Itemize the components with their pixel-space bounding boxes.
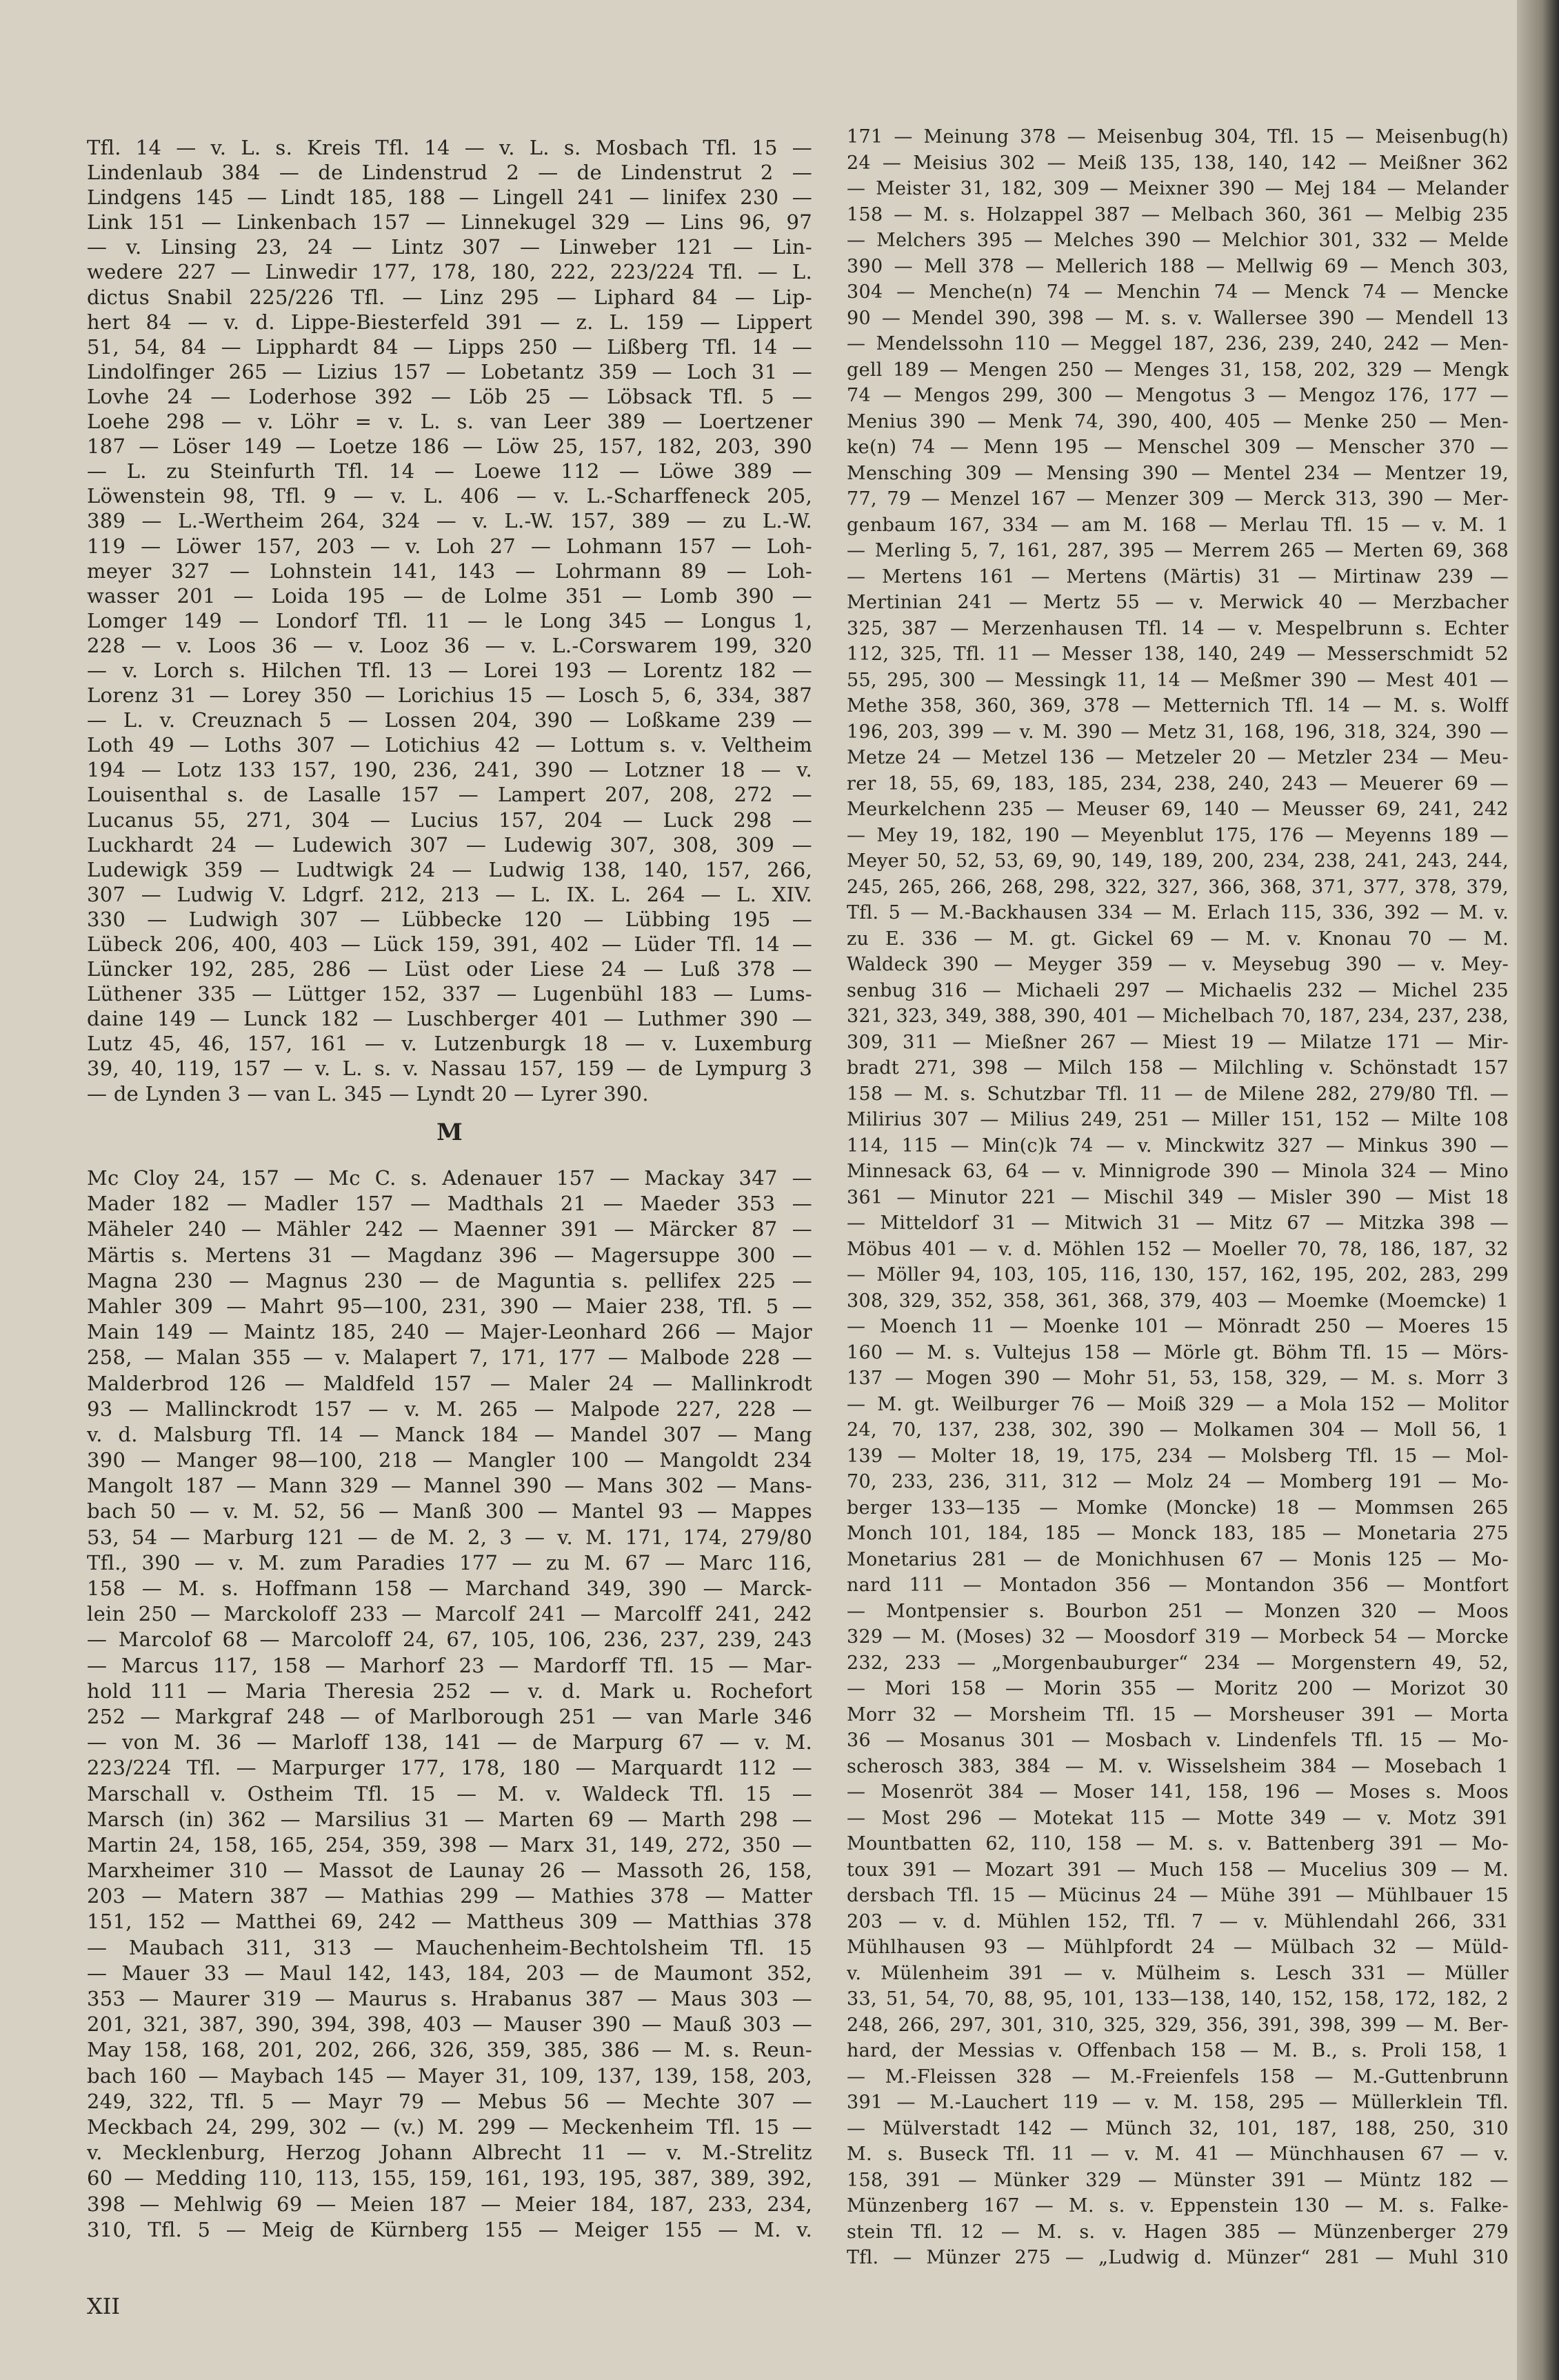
index-line: Monch 101, 184, 185 — Monck 183, 185 — Monetaria 275 xyxy=(847,1523,1509,1544)
index-line: — Möller 94, 103, 105, 116, 130, 157, 162, 195, 202, 283, 299 xyxy=(847,1264,1509,1286)
index-line: Louisenthal s. de Lasalle 157 — Lampert 207, 208, 272 — xyxy=(87,783,812,807)
index-line: 201, 321, 387, 390, 394, 398, 403 — Mauser 390 — Mauß 303 — xyxy=(87,2012,812,2037)
index-line: dictus Snabil 225/226 Tfl. — Linz 295 — Liphard 84 — Lip- xyxy=(87,285,812,309)
index-line: Loehe 298 — v. Löhr = v. L. s. van Leer 389 — Loertzener xyxy=(87,410,812,434)
index-line: 139 — Molter 18, 19, 175, 234 — Molsberg Tfl. 15 — Mol- xyxy=(847,1445,1509,1467)
index-line: Luckhardt 24 — Ludewich 307 — Ludewig 307, 308, 309 — xyxy=(87,832,812,857)
index-line: 228 — v. Loos 36 — v. Looz 36 — v. L.-Corswarem 199, 320 xyxy=(87,633,812,657)
index-line: Mertinian 241 — Mertz 55 — v. Merwick 40 — Merzbacher xyxy=(847,592,1509,613)
index-line: wasser 201 — Loida 195 — de Lolme 351 — Lomb 390 — xyxy=(87,583,812,608)
index-line: — M.-Fleissen 328 — M.-Freienfels 158 — M.-Guttenbrunn xyxy=(847,2066,1509,2088)
section-heading-m: M xyxy=(436,1119,463,1146)
index-line: Malderbrod 126 — Maldfeld 157 — Maler 24 — Mallinkrodt xyxy=(87,1371,812,1395)
index-line: meyer 327 — Lohnstein 141, 143 — Lohrmann 89 — Loh- xyxy=(87,559,812,583)
index-line: 158 — M. s. Schutzbar Tfl. 11 — de Milene 282, 279/80 Tfl. — xyxy=(847,1083,1509,1105)
index-line: 249, 322, Tfl. 5 — Mayr 79 — Mebus 56 — Mechte 307 — xyxy=(87,2089,812,2113)
index-line: — Mori 158 — Morin 355 — Moritz 200 — Morizot 30 xyxy=(847,1678,1509,1699)
index-line: Mahler 309 — Mahrt 95—100, 231, 390 — Maier 238, Tfl. 5 — xyxy=(87,1294,812,1318)
index-line: 51, 54, 84 — Lipphardt 84 — Lipps 250 — Lißberg Tfl. 14 — xyxy=(87,334,812,359)
index-line: 196, 203, 399 — v. M. 390 — Metz 31, 168, 196, 318, 324, 390 — xyxy=(847,721,1509,743)
index-line: wedere 227 — Linwedir 177, 178, 180, 222, 223/224 Tfl. — L. xyxy=(87,260,812,284)
index-line: — Mitteldorf 31 — Mitwich 31 — Mitz 67 — Mitzka 398 — xyxy=(847,1212,1509,1234)
index-line: Morr 32 — Morsheim Tfl. 15 — Morsheuser 391 — Morta xyxy=(847,1703,1509,1726)
index-line: 329 — M. (Moses) 32 — Moosdorf 319 — Morbeck 54 — Morcke xyxy=(847,1626,1509,1648)
index-line: Löwenstein 98, Tfl. 9 — v. L. 406 — v. L.-Scharffeneck 205, xyxy=(87,484,812,508)
index-line: Lüthener 335 — Lüttger 152, 337 — Lugenbühl 183 — Lums- xyxy=(87,982,812,1006)
index-line: Meckbach 24, 299, 302 — (v.) M. 299 — Meckenheim Tfl. 15 — xyxy=(87,2114,812,2139)
index-line: 60 — Medding 110, 113, 155, 159, 161, 193, 195, 387, 389, 392, xyxy=(87,2166,812,2190)
index-line: 53, 54 — Marburg 121 — de M. 2, 3 — v. M. 171, 174, 279/80 xyxy=(87,1525,812,1549)
index-line: 361 — Minutor 221 — Mischil 349 — Misler 390 — Mist 18 xyxy=(847,1186,1509,1208)
index-line: — Merling 5, 7, 161, 287, 395 — Merrem 265 — Merten 69, 368 xyxy=(847,540,1509,561)
index-line: 119 — Löwer 157, 203 — v. Loh 27 — Lohmann 157 — Loh- xyxy=(87,534,812,558)
index-line: — Mey 19, 182, 190 — Meyenblut 175, 176 — Meyenns 189 — xyxy=(847,824,1509,846)
page-edge-shadow xyxy=(1517,0,1559,2380)
index-line: 325, 387 — Merzenhausen Tfl. 14 — v. Mespelbrunn s. Echter xyxy=(847,617,1509,639)
index-line: daine 149 — Lunck 182 — Luschberger 401 — Luthmer 390 — xyxy=(87,1007,812,1031)
index-line: Metze 24 — Metzel 136 — Metzeler 20 — Metzler 234 — Meu- xyxy=(847,747,1509,768)
index-line: 194 — Lotz 133 157, 190, 236, 241, 390 — Lotzner 18 — v. xyxy=(87,758,812,782)
index-line: Lovhe 24 — Loderhose 392 — Löb 25 — Löbsack Tfl. 5 — xyxy=(87,384,812,408)
index-line: Mountbatten 62, 110, 158 — M. s. v. Battenberg 391 — Mo- xyxy=(847,1833,1509,1854)
index-line: Milirius 307 — Milius 249, 251 — Miller 151, 152 — Milte 108 xyxy=(847,1109,1509,1130)
index-line: 24, 70, 137, 238, 302, 390 — Molkamen 304 — Moll 56, 1 xyxy=(847,1419,1509,1441)
index-line: bach 50 — v. M. 52, 56 — Manß 300 — Mantel 93 — Mappes xyxy=(87,1499,812,1523)
index-line: Meurkelchenn 235 — Meuser 69, 140 — Meusser 69, 241, 242 xyxy=(847,799,1509,820)
index-line: Tfl. 14 — v. L. s. Kreis Tfl. 14 — v. L. s. Mosbach Tfl. 15 — xyxy=(87,136,812,159)
index-line: — Marcolof 68 — Marcoloff 24, 67, 105, 106, 236, 237, 239, 243 xyxy=(87,1628,812,1652)
index-line: 77, 79 — Menzel 167 — Menzer 309 — Merck 313, 390 — Mer- xyxy=(847,488,1509,510)
index-line: hard, der Messias v. Offenbach 158 — M. B., s. Proli 158, 1 xyxy=(847,2040,1509,2061)
index-line: 258, — Malan 355 — v. Malapert 7, 171, 177 — Malbode 228 — xyxy=(87,1346,812,1370)
index-line: Minnesack 63, 64 — v. Minnigrode 390 — Minola 324 — Mino xyxy=(847,1161,1509,1182)
index-line: Lindenlaub 384 — de Lindenstrud 2 — de Lindenstrut 2 — xyxy=(87,161,812,185)
index-line: — Montpensier s. Bourbon 251 — Monzen 320 — Moos xyxy=(847,1600,1509,1622)
index-line: — L. v. Creuznach 5 — Lossen 204, 390 — Loßkame 239 — xyxy=(87,708,812,732)
index-line: 309, 311 — Mießner 267 — Miest 19 — Milatze 171 — Mir- xyxy=(847,1031,1509,1053)
index-line: — Mülverstadt 142 — Münch 32, 101, 187, 188, 250, 310 xyxy=(847,2117,1509,2139)
index-line: — de Lynden 3 — van L. 345 — Lyndt 20 — Lyrer 390. xyxy=(87,1081,649,1106)
index-line: bradt 271, 398 — Milch 158 — Milchling v. Schönstadt 157 xyxy=(847,1057,1509,1079)
index-line: bach 160 — Maybach 145 — Mayer 31, 109, 137, 139, 158, 203, xyxy=(87,2063,812,2088)
index-line: M. s. Buseck Tfl. 11 — v. M. 41 — Münchhausen 67 — v. xyxy=(847,2143,1509,2165)
index-line: Waldeck 390 — Meyger 359 — v. Meysebug 390 — v. Mey- xyxy=(847,954,1509,975)
index-line: — von M. 36 — Marloff 138, 141 — de Marpurg 67 — v. M. xyxy=(87,1730,812,1754)
index-line: dersbach Tfl. 15 — Mücinus 24 — Mühe 391 — Mühlbauer 15 xyxy=(847,1885,1509,1906)
index-line: — Melchers 395 — Melches 390 — Melchior 301, 332 — Melde xyxy=(847,230,1509,251)
index-line: gell 189 — Mengen 250 — Menges 31, 158, 202, 329 — Mengk xyxy=(847,359,1509,381)
right-column-m-entries xyxy=(847,124,1509,2271)
index-line: 74 — Mengos 299, 300 — Mengotus 3 — Mengoz 176, 177 — xyxy=(847,385,1509,406)
index-line: genbaum 167, 334 — am M. 168 — Merlau Tfl. 15 — v. M. 1 xyxy=(847,514,1509,536)
index-line: Meyer 50, 52, 53, 69, 90, 149, 189, 200, 234, 238, 241, 243, 244, xyxy=(847,850,1509,872)
index-line: 137 — Mogen 390 — Mohr 51, 53, 158, 329, — M. s. Morr 3 xyxy=(847,1368,1509,1389)
index-line: Lorenz 31 — Lorey 350 — Lorichius 15 — Losch 5, 6, 334, 387 xyxy=(87,683,812,708)
index-line: Marxheimer 310 — Massot de Launay 26 — Massoth 26, 158, xyxy=(87,1859,812,1883)
index-line: 187 — Löser 149 — Loetze 186 — Löw 25, 157, 182, 203, 390 xyxy=(87,434,812,459)
index-line: scherosch 383, 384 — M. v. Wisselsheim 384 — Mosebach 1 xyxy=(847,1755,1509,1777)
index-line: — Mertens 161 — Mertens (Märtis) 31 — Mirtinaw 239 — xyxy=(847,566,1509,588)
index-line: Link 151 — Linkenbach 157 — Linnekugel 329 — Lins 96, 97 xyxy=(87,210,812,234)
index-line: Münzenberg 167 — M. s. v. Eppenstein 130 — M. s. Falke- xyxy=(847,2195,1509,2217)
index-line: 390 — Manger 98—100, 218 — Mangler 100 — Mangoldt 234 xyxy=(87,1448,812,1472)
index-line: 389 — L.-Wertheim 264, 324 — v. L.-W. 157, 389 — zu L.-W. xyxy=(87,509,812,533)
index-line: Mühlhausen 93 — Mühlpfordt 24 — Mülbach 32 — Müld- xyxy=(847,1937,1509,1958)
index-line: Lutz 45, 46, 157, 161 — v. Lutzenburgk 18 — v. Luxemburg xyxy=(87,1032,812,1056)
index-line: May 158, 168, 201, 202, 266, 326, 359, 385, 386 — M. s. Reun- xyxy=(87,2038,812,2062)
left-column-m-entries xyxy=(87,1166,812,2243)
index-line: Loth 49 — Loths 307 — Lotichius 42 — Lottum s. v. Veltheim xyxy=(87,733,812,757)
index-line: Möbus 401 — v. d. Möhlen 152 — Moeller 70, 78, 186, 187, 32 xyxy=(847,1238,1509,1260)
index-line: Mäheler 240 — Mähler 242 — Maenner 391 — Märcker 87 — xyxy=(87,1217,812,1241)
index-line: 307 — Ludwig V. Ldgrf. 212, 213 — L. IX. L. 264 — L. XIV. xyxy=(87,882,812,906)
index-line: stein Tfl. 12 — M. s. v. Hagen 385 — Münzenberger 279 xyxy=(847,2221,1509,2243)
index-line: 353 — Maurer 319 — Maurus s. Hrabanus 387 — Maus 303 — xyxy=(87,1987,812,2010)
index-line: 232, 233 — „Morgenbauburger“ 234 — Morgenstern 49, 52, xyxy=(847,1652,1509,1674)
index-line: Lübeck 206, 400, 403 — Lück 159, 391, 402 — Lüder Tfl. 14 — xyxy=(87,932,812,956)
index-line: — Marcus 117, 158 — Marhorf 23 — Mardorff Tfl. 15 — Mar- xyxy=(87,1653,812,1677)
index-line: 223/224 Tfl. — Marpurger 177, 178, 180 — Marquardt 112 — xyxy=(87,1756,812,1780)
index-line: zu E. 336 — M. gt. Gickel 69 — M. v. Knonau 70 — M. xyxy=(847,928,1509,950)
index-line: Lomger 149 — Londorf Tfl. 11 — le Long 345 — Longus 1, xyxy=(87,608,812,632)
index-line: Mensching 309 — Mensing 390 — Mentel 234 — Mentzer 19, xyxy=(847,462,1509,484)
index-line: 70, 233, 236, 311, 312 — Molz 24 — Momberg 191 — Mo- xyxy=(847,1471,1509,1492)
index-line: v. d. Malsburg Tfl. 14 — Manck 184 — Mandel 307 — Mang xyxy=(87,1422,812,1446)
index-line: — Moench 11 — Moenke 101 — Mönradt 250 — Moeres 15 xyxy=(847,1316,1509,1337)
index-line: Mader 182 — Madler 157 — Madthals 21 — Maeder 353 — xyxy=(87,1192,812,1216)
index-line: v. Mülenheim 391 — v. Mülheim s. Lesch 331 — Müller xyxy=(847,1962,1509,1984)
index-line: 310, Tfl. 5 — Meig de Kürnberg 155 — Meiger 155 — M. v. xyxy=(87,2217,812,2241)
index-line: 160 — M. s. Vultejus 158 — Mörle gt. Böhm Tfl. 15 — Mörs- xyxy=(847,1341,1509,1363)
index-line: — Mendelssohn 110 — Meggel 187, 236, 239, 240, 242 — Men- xyxy=(847,333,1509,354)
index-line: 114, 115 — Min(c)k 74 — v. Minckwitz 327 — Minkus 390 — xyxy=(847,1134,1509,1157)
index-line: Lindolfinger 265 — Lizius 157 — Lobetantz 359 — Loch 31 — xyxy=(87,359,812,383)
index-line: Magna 230 — Magnus 230 — de Maguntia s. pellifex 225 — xyxy=(87,1268,812,1292)
index-line: hert 84 — v. d. Lippe-Biesterfeld 391 — z. L. 159 — Lippert xyxy=(87,310,812,334)
index-line: Märtis s. Mertens 31 — Magdanz 396 — Magersuppe 300 — xyxy=(87,1243,812,1267)
index-line: Ludewigk 359 — Ludtwigk 24 — Ludwig 138, 140, 157, 266, xyxy=(87,857,812,881)
index-line: ke(n) 74 — Menn 195 — Menschel 309 — Menscher 370 — xyxy=(847,437,1509,458)
index-line: Martin 24, 158, 165, 254, 359, 398 — Marx 31, 149, 272, 350 — xyxy=(87,1832,812,1857)
index-line: 245, 265, 266, 268, 298, 322, 327, 366, 368, 371, 377, 378, 379, xyxy=(847,876,1509,898)
index-line: — Maubach 311, 313 — Mauchenheim-Bechtolsheim Tfl. 15 xyxy=(87,1935,812,1959)
index-line: toux 391 — Mozart 391 — Much 158 — Mucelius 309 — M. xyxy=(847,1859,1509,1881)
index-line: 391 — M.-Lauchert 119 — v. M. 158, 295 — Müllerklein Tfl. xyxy=(847,2092,1509,2113)
index-line: Mc Cloy 24, 157 — Mc C. s. Adenauer 157 — Mackay 347 — xyxy=(87,1166,812,1190)
index-line: Menius 390 — Menk 74, 390, 400, 405 — Menke 250 — Men- xyxy=(847,410,1509,432)
index-line: v. Mecklenburg, Herzog Johann Albrecht 11 — v. M.-Strelitz xyxy=(87,2141,812,2165)
index-line: 33, 51, 54, 70, 88, 95, 101, 133—138, 140, 152, 158, 172, 182, 2 xyxy=(847,1988,1509,2010)
index-line: 171 — Meinung 378 — Meisenbug 304, Tfl. 15 — Meisenbug(h) xyxy=(847,126,1509,148)
index-line: 158 — M. s. Holzappel 387 — Melbach 360, 361 — Melbig 235 xyxy=(847,203,1509,226)
index-line: 248, 266, 297, 301, 310, 325, 329, 356, 391, 398, 399 — M. Ber- xyxy=(847,2014,1509,2036)
index-line: Tfl., 390 — v. M. zum Paradies 177 — zu M. 67 — Marc 116, xyxy=(87,1550,812,1574)
index-line: Lüncker 192, 285, 286 — Lüst oder Liese 24 — Luß 378 — xyxy=(87,957,812,981)
index-line: — Mauer 33 — Maul 142, 143, 184, 203 — de Maumont 352, xyxy=(87,1961,812,1985)
index-line: 203 — v. d. Mühlen 152, Tfl. 7 — v. Mühlendahl 266, 331 xyxy=(847,1910,1509,1932)
index-line: 93 — Mallinckrodt 157 — v. M. 265 — Malpode 227, 228 — xyxy=(87,1397,812,1421)
index-line: — M. gt. Weilburger 76 — Moiß 329 — a Mola 152 — Molitor xyxy=(847,1393,1509,1415)
index-line: — v. Linsing 23, 24 — Lintz 307 — Linweber 121 — Lin- xyxy=(87,235,812,259)
index-line: 158, 391 — Münker 329 — Münster 391 — Müntz 182 — xyxy=(847,2169,1509,2191)
index-line: 398 — Mehlwig 69 — Meien 187 — Meier 184, 187, 233, 234, xyxy=(87,2192,812,2216)
index-line: Mangolt 187 — Mann 329 — Mannel 390 — Mans 302 — Mans- xyxy=(87,1474,812,1498)
index-line: Marschall v. Ostheim Tfl. 15 — M. v. Waldeck Tfl. 15 — xyxy=(87,1781,812,1806)
index-line: Lucanus 55, 271, 304 — Lucius 157, 204 — Luck 298 — xyxy=(87,808,812,832)
index-line: 112, 325, Tfl. 11 — Messer 138, 140, 249 — Messerschmidt 52 xyxy=(847,643,1509,665)
index-line: 55, 295, 300 — Messingk 11, 14 — Meßmer 390 — Mest 401 — xyxy=(847,669,1509,691)
index-line: — Mosenröt 384 — Moser 141, 158, 196 — Moses s. Moos xyxy=(847,1781,1509,1803)
index-line: Marsch (in) 362 — Marsilius 31 — Marten 69 — Marth 298 — xyxy=(87,1807,812,1831)
index-line: lein 250 — Marckoloff 233 — Marcolf 241 — Marcolff 241, 242 xyxy=(87,1602,812,1626)
index-line: 321, 323, 349, 388, 390, 401 — Michelbach 70, 187, 234, 237, 238, xyxy=(847,1006,1509,1027)
index-line: — v. Lorch s. Hilchen Tfl. 13 — Lorei 193 — Lorentz 182 — xyxy=(87,658,812,682)
index-line: — Most 296 — Motekat 115 — Motte 349 — v. Motz 391 xyxy=(847,1807,1509,1829)
index-line: rer 18, 55, 69, 183, 185, 234, 238, 240, 243 — Meuerer 69 — xyxy=(847,772,1509,794)
index-line: 308, 329, 352, 358, 361, 368, 379, 403 — Moemke (Moemcke) 1 xyxy=(847,1290,1509,1312)
index-line: 330 — Ludwigh 307 — Lübbecke 120 — Lübbing 195 — xyxy=(87,907,812,931)
left-column-l-entries xyxy=(87,135,812,1106)
index-line: Tfl. 5 — M.-Backhausen 334 — M. Erlach 115, 336, 392 — M. v. xyxy=(847,902,1509,923)
index-line: berger 133—135 — Momke (Moncke) 18 — Mommsen 265 xyxy=(847,1497,1509,1519)
index-line: 151, 152 — Matthei 69, 242 — Mattheus 309 — Matthias 378 xyxy=(87,1910,812,1934)
index-line: 252 — Markgraf 248 — of Marlborough 251 — van Marle 346 xyxy=(87,1704,812,1728)
index-line: hold 111 — Maria Theresia 252 — v. d. Mark u. Rochefort xyxy=(87,1679,812,1703)
index-line: 390 — Mell 378 — Mellerich 188 — Mellwig 69 — Mench 303, xyxy=(847,255,1509,277)
index-line: 203 — Matern 387 — Mathias 299 — Mathies 378 — Matter xyxy=(87,1884,812,1908)
page-number: XII xyxy=(87,2293,121,2319)
index-line: Tfl. — Münzer 275 — „Ludwig d. Münzer“ 281 — Muhl 310 xyxy=(847,2247,1509,2268)
index-line: — L. zu Steinfurth Tfl. 14 — Loewe 112 — Löwe 389 — xyxy=(87,459,812,483)
index-line: 90 — Mendel 390, 398 — M. s. v. Wallersee 390 — Mendell 13 xyxy=(847,307,1509,329)
index-line: Lindgens 145 — Lindt 185, 188 — Lingell 241 — linifex 230 — xyxy=(87,186,812,210)
index-line: 39, 40, 119, 157 — v. L. s. v. Nassau 157, 159 — de Lympurg 3 xyxy=(87,1057,812,1081)
index-line: — Meister 31, 182, 309 — Meixner 390 — Mej 184 — Melander xyxy=(847,178,1509,199)
index-line: Main 149 — Maintz 185, 240 — Majer-Leonhard 266 — Major xyxy=(87,1320,812,1344)
index-line: Monetarius 281 — de Monichhusen 67 — Monis 125 — Mo- xyxy=(847,1548,1509,1570)
index-line: 158 — M. s. Hoffmann 158 — Marchand 349, 390 — Marck- xyxy=(87,1577,812,1600)
index-line: 36 — Mosanus 301 — Mosbach v. Lindenfels Tfl. 15 — Mo- xyxy=(847,1730,1509,1751)
index-line: senbug 316 — Michaeli 297 — Michaelis 232 — Michel 235 xyxy=(847,979,1509,1001)
index-line: nard 111 — Montadon 356 — Montandon 356 — Montfort xyxy=(847,1574,1509,1596)
index-line: Methe 358, 360, 369, 378 — Metternich Tfl. 14 — M. s. Wolff xyxy=(847,695,1509,717)
index-line: 304 — Menche(n) 74 — Menchin 74 — Menck 74 — Mencke xyxy=(847,281,1509,303)
index-line: 24 — Meisius 302 — Meiß 135, 138, 140, 142 — Meißner 362 xyxy=(847,152,1509,174)
